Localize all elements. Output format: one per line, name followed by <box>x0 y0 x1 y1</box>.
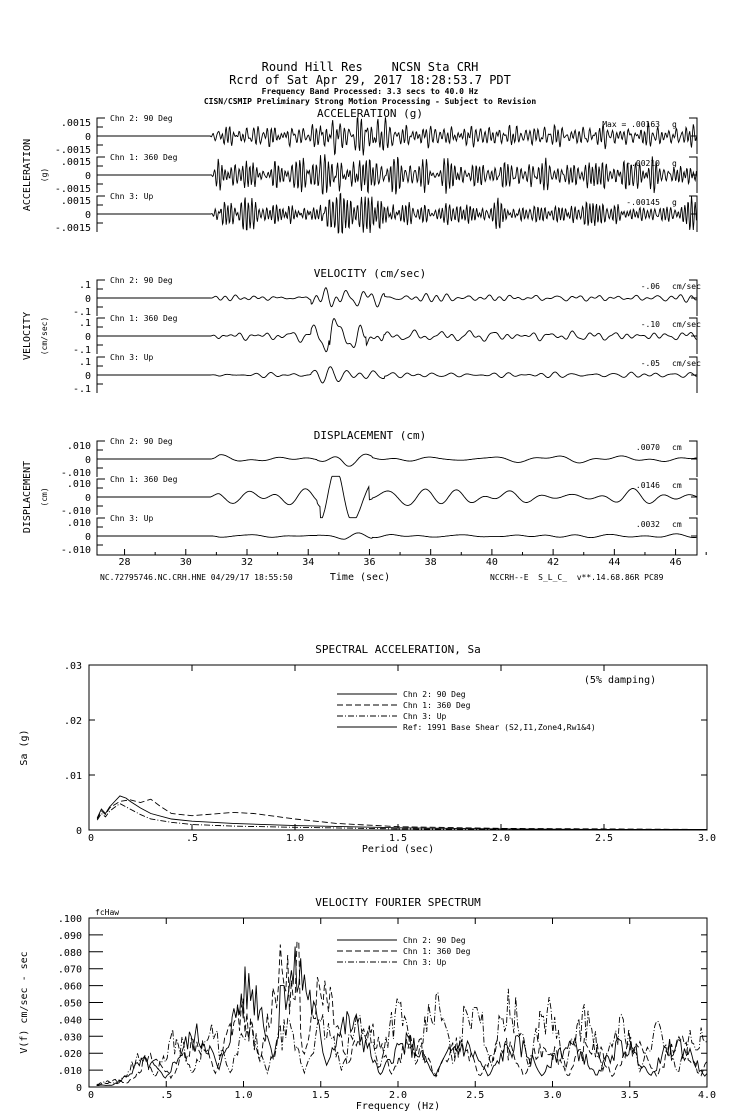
xtick-label: 3.0 <box>697 833 717 844</box>
xtick-label: 4.0 <box>697 1090 717 1101</box>
ytick-label: .01 <box>63 771 82 782</box>
panel-title: ACCELERATION (g) <box>317 107 423 120</box>
channel-label: Chn 1: 360 Deg <box>110 475 178 484</box>
ytick-label: -.1 <box>72 345 91 356</box>
trace-chn-3-up <box>97 367 696 383</box>
channel-label: Chn 3: Up <box>110 353 154 362</box>
ytick-label: 0 <box>84 371 91 382</box>
channel-label: Chn 1: 360 Deg <box>110 153 178 162</box>
xtick <box>125 549 156 555</box>
plot-frame <box>89 665 707 830</box>
xtick-label: 2.0 <box>491 833 511 844</box>
xtick-label: 2.5 <box>594 833 614 844</box>
xtick-label: .5 <box>160 1090 173 1101</box>
ytick-label: .020 <box>57 1049 82 1061</box>
acceleration-panel <box>22 107 697 234</box>
corner-label: fcHaw <box>95 908 120 917</box>
peak-unit: cm <box>672 520 682 529</box>
ytick-label: 0 <box>84 332 91 343</box>
trace-chn-1-360-deg <box>97 154 696 194</box>
xtick-label: 34 <box>302 557 315 568</box>
xtick-label: 36 <box>363 557 376 568</box>
ytick-label: .010 <box>66 479 91 490</box>
channel-label: Chn 3: Up <box>110 192 154 201</box>
sa-curve-chn-2-90-deg <box>97 796 707 830</box>
trace-chn-3-up <box>97 194 696 234</box>
channel-label: Chn 2: 90 Deg <box>110 437 173 446</box>
peak-unit: cm <box>672 443 682 452</box>
ytick-label: 0 <box>84 171 91 182</box>
sa-curve-chn-3-up <box>97 804 707 830</box>
peak-unit: g <box>672 159 677 168</box>
ytick-label: 0 <box>75 1083 82 1094</box>
ytick-label: 0 <box>84 210 91 221</box>
ytick-label: .090 <box>57 930 82 942</box>
peak-unit: g <box>672 198 677 207</box>
ytick-label: .0015 <box>60 196 91 207</box>
ytick-label: .1 <box>78 357 91 368</box>
header-line-3: Frequency Band Processed: 3.3 secs to 40.0 Hz <box>261 87 479 96</box>
chart-title: VELOCITY FOURIER SPECTRUM <box>315 896 481 909</box>
xtick-label: 40 <box>485 557 498 568</box>
xtick <box>676 549 707 555</box>
xtick-label: 1.0 <box>234 1090 253 1101</box>
ytick-label: .080 <box>57 947 82 959</box>
ytick-label: -.010 <box>60 468 91 479</box>
peak-value: -.05 <box>640 359 660 368</box>
ytick-label: .03 <box>63 661 82 672</box>
xtick-label: 42 <box>547 557 560 568</box>
xtick <box>553 549 584 555</box>
damping-note: (5% damping) <box>583 675 657 686</box>
ytick-label: 0 <box>84 532 91 543</box>
xtick <box>492 549 523 555</box>
xtick-label: 2.0 <box>388 1090 408 1101</box>
time-axis-line <box>97 549 697 555</box>
channel-label: Chn 3: Up <box>110 514 154 523</box>
peak-unit: cm/sec <box>672 359 701 368</box>
ytick-label: 0 <box>84 493 91 504</box>
header-line-2: Rcrd of Sat Apr 29, 2017 18:28:53.7 PDT <box>229 73 511 87</box>
channel-label: Chn 1: 360 Deg <box>110 314 178 323</box>
ytick-label: .040 <box>57 1015 82 1027</box>
xtick <box>614 549 645 555</box>
velocity-panel <box>22 267 701 395</box>
xtick-label: 1.0 <box>285 833 305 844</box>
xtick-label: 28 <box>118 557 131 568</box>
legend-entry: Chn 3: Up <box>403 712 447 721</box>
time-axis <box>97 549 706 568</box>
peak-value: -.00210 <box>626 159 660 168</box>
ytick-label: -.010 <box>60 545 91 556</box>
ytick-label: .070 <box>57 964 82 976</box>
xtick <box>369 549 400 555</box>
xtick-label: 46 <box>669 557 682 568</box>
panel-ylabel: DISPLACEMENT <box>22 460 33 534</box>
xtick-label: 32 <box>240 557 254 568</box>
legend-entry: Chn 3: Up <box>403 958 447 967</box>
legend-entry: Chn 2: 90 Deg <box>403 690 466 699</box>
peak-value: -.10 <box>640 320 660 329</box>
panel-title: DISPLACEMENT (cm) <box>313 429 427 442</box>
xtick <box>247 549 278 555</box>
xtick <box>431 549 462 555</box>
legend-entry: Ref: 1991 Base Shear (S2,I1,Zone4,Rw1&4) <box>403 723 596 732</box>
ytick-label: -.1 <box>72 307 91 318</box>
ytick-label: 0 <box>84 132 91 143</box>
trace-chn-1-360-deg <box>97 319 696 352</box>
peak-unit: g <box>672 120 677 129</box>
sa-curve-chn-1-360-deg <box>97 799 707 829</box>
trace-chn-3-up <box>97 533 696 539</box>
xtick <box>308 549 339 555</box>
ytick-label: -.0015 <box>54 223 91 234</box>
peak-value: Max = .00163 <box>602 120 660 129</box>
xtick-label: 1.5 <box>388 833 408 844</box>
ytick-label: .050 <box>57 998 82 1010</box>
xtick-label: 38 <box>424 557 437 568</box>
peak-value: .0146 <box>635 481 660 490</box>
ytick-label: .1 <box>78 318 91 329</box>
ytick-label: .060 <box>57 981 82 993</box>
ytick-label: .010 <box>66 518 91 529</box>
ytick-label: .1 <box>78 280 91 291</box>
trace-chn-2-90-deg <box>97 454 696 466</box>
peak-unit: cm <box>672 481 682 490</box>
x-axis-label: Frequency (Hz) <box>355 1101 441 1112</box>
ytick-label: .02 <box>63 716 82 727</box>
footer-left: NC.72795746.NC.CRH.HNE 04/29/17 18:55:50 <box>100 573 293 582</box>
xtick-label: 1.5 <box>311 1090 330 1101</box>
displacement-panel <box>22 429 697 556</box>
channel-label: Chn 2: 90 Deg <box>110 276 173 285</box>
ytick-label: .0015 <box>60 118 91 129</box>
trace-chn-2-90-deg <box>97 288 696 307</box>
panel-yunit: (g) <box>40 167 49 183</box>
panel-ylabel: VELOCITY <box>22 311 33 361</box>
time-axis-label: Time (sec) <box>329 572 391 583</box>
peak-value: .0070 <box>635 443 660 452</box>
chart-title: SPECTRAL ACCELERATION, Sa <box>315 643 481 656</box>
ytick-label: .010 <box>57 1066 82 1078</box>
ytick-label: -.010 <box>60 506 91 517</box>
header-line-4: CISN/CSMIP Preliminary Strong Motion Processing - Subject to Revision <box>203 97 537 106</box>
peak-value: .0032 <box>635 520 660 529</box>
channel-label: Chn 2: 90 Deg <box>110 114 173 123</box>
peak-unit: cm/sec <box>672 320 701 329</box>
peak-unit: cm/sec <box>672 282 701 291</box>
panel-yunit: (cm/sec) <box>40 316 49 356</box>
legend-entry: Chn 1: 360 Deg <box>403 701 471 710</box>
ytick-label: .010 <box>66 441 91 452</box>
ytick-label: .100 <box>57 914 82 925</box>
xtick-label: 3.0 <box>543 1090 562 1101</box>
panel-title: VELOCITY (cm/sec) <box>313 267 427 280</box>
xtick-label: 0 <box>87 1090 95 1101</box>
ytick-label: 0 <box>84 294 91 305</box>
y-axis-label: Sa (g) <box>19 729 30 766</box>
peak-value: -.06 <box>640 282 660 291</box>
ytick-label: -.0015 <box>54 145 91 156</box>
legend-entry: Chn 2: 90 Deg <box>403 936 466 945</box>
xtick <box>186 549 217 555</box>
ytick-label: 0 <box>84 455 91 466</box>
ytick-label: 0 <box>75 826 82 837</box>
panel-yunit: (cm) <box>40 487 49 507</box>
x-axis-label: Period (sec) <box>361 844 435 855</box>
panel-ylabel: ACCELERATION <box>22 138 33 212</box>
xtick-label: .5 <box>185 833 199 844</box>
footer-right: NCCRH--E S_L_C_ v**.14.68.86R PC89 <box>490 573 664 582</box>
xtick-label: 0 <box>87 833 95 844</box>
fourier-spectrum-chart <box>19 896 716 1112</box>
peak-value: -.00145 <box>626 198 660 207</box>
spectral-acceleration-chart <box>19 643 716 855</box>
xtick-label: 44 <box>608 557 621 568</box>
trace-chn-1-360-deg <box>97 476 696 517</box>
header-line-1: Round Hill Res NCSN Sta CRH <box>261 60 479 74</box>
fourier-curve-chn-3-up <box>97 989 707 1085</box>
xtick-label: 3.5 <box>620 1090 639 1101</box>
y-axis-label: V(f) cm/sec - sec <box>19 951 30 1054</box>
legend-entry: Chn 1: 360 Deg <box>403 947 471 956</box>
ytick-label: .0015 <box>60 157 91 168</box>
ytick-label: -.0015 <box>54 184 91 195</box>
xtick-label: 2.5 <box>466 1090 485 1101</box>
ytick-label: .030 <box>57 1032 82 1044</box>
ytick-label: -.1 <box>72 384 91 395</box>
xtick-label: 30 <box>179 557 192 568</box>
